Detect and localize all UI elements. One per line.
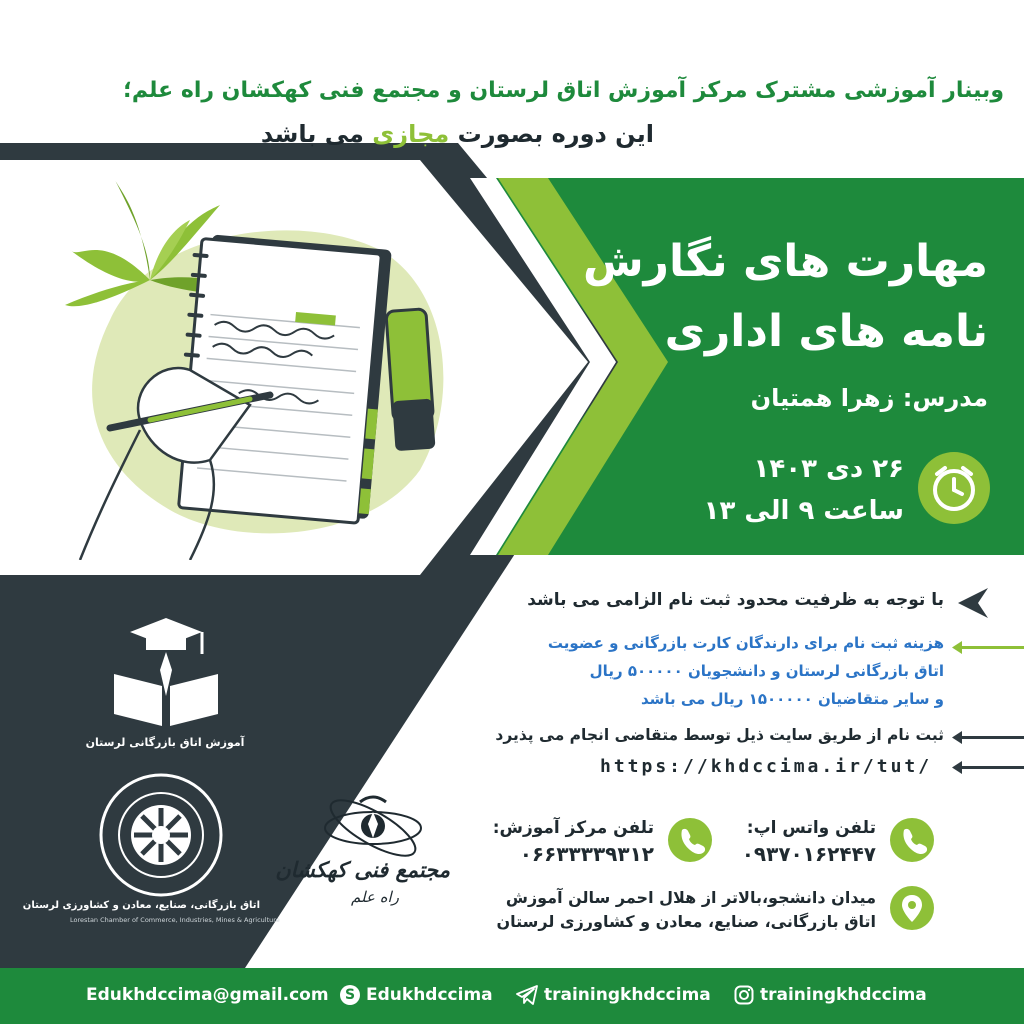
clock-icon	[918, 452, 990, 524]
center-phone-icon	[668, 818, 712, 862]
whatsapp-number: ۰۹۳۷۰۱۶۲۴۴۷	[741, 842, 876, 866]
course-title-line2: نامه های اداری	[664, 306, 988, 357]
chamber-seal-icon	[96, 770, 226, 900]
course-date: ۲۶ دی ۱۴۰۳	[753, 454, 904, 484]
footer-telegram-text: trainingkhdccima	[544, 985, 711, 1005]
instructor-name: مدرس: زهرا همتیان	[750, 384, 988, 412]
skype-icon: S	[340, 985, 360, 1005]
footer-telegram[interactable]	[516, 981, 711, 1009]
url-line-marker	[962, 766, 1024, 769]
center-phone-number: ۰۶۶۳۳۳۳۹۳۱۲	[519, 842, 654, 866]
course-time: ساعت ۹ الی ۱۳	[703, 496, 904, 526]
header-prefix: این دوره بصورت	[457, 120, 654, 148]
kahkeshan-tagline: راه علم	[351, 888, 399, 906]
kahkeshan-logo-icon	[318, 790, 428, 860]
telegram-icon	[516, 985, 538, 1005]
instagram-icon	[734, 985, 754, 1005]
header-suffix: می باشد	[260, 120, 364, 148]
education-logo-caption: آموزش اتاق بازرگانی لرستان	[85, 736, 245, 749]
chamber-caption-en: Lorestan Chamber of Commerce, Industries, Mines & Agriculture	[70, 916, 280, 924]
capacity-note: با توجه به ظرفیت محدود ثبت نام الزامی می باشد	[527, 590, 944, 610]
fee-line2: اتاق بازرگانی لرستان و دانشجویان ۵۰۰۰۰۰ ریال	[589, 662, 944, 680]
capacity-arrow	[958, 588, 988, 618]
header-line2	[14, 120, 654, 148]
fee-line3: و سایر متقاضیان ۱۵۰۰۰۰۰ ریال می باشد	[640, 690, 944, 708]
education-logo-icon	[106, 612, 226, 732]
footer-email-text: Edukhdccima@gmail.com	[86, 985, 329, 1005]
footer-email[interactable]	[86, 981, 329, 1009]
footer-skype-text: Edukhdccima	[366, 985, 493, 1005]
center-phone-label: تلفن مرکز آموزش:	[492, 818, 654, 838]
footer-instagram[interactable]	[734, 981, 927, 1009]
notebook-illustration	[40, 170, 460, 560]
register-note: ثبت نام از طریق سایت ذیل توسط متقاضی انجام می پذیرد	[495, 726, 944, 744]
address-line2: اتاق بازرگانی، صنایع، معادن و کشاورزی لرستان	[496, 912, 876, 931]
whatsapp-phone-icon	[890, 818, 934, 862]
chamber-caption: اتاق بازرگانی، صنایع، معادن و کشاورزی لرستان	[22, 900, 260, 911]
kahkeshan-name: مجتمع فنی کهکشان	[275, 858, 450, 882]
footer-instagram-text: trainingkhdccima	[760, 985, 927, 1005]
footer-skype[interactable]	[340, 981, 493, 1009]
course-title-line1: مهارت های نگارش	[582, 236, 988, 287]
header-line1: وبینار آموزشی مشترک مرکز آموزش اتاق لرستان و مجتمع فنی کهکشان راه علم؛	[123, 78, 1004, 103]
location-icon	[890, 886, 934, 930]
register-line-marker	[962, 736, 1024, 739]
whatsapp-label: تلفن واتس اپ:	[746, 818, 876, 838]
address-line1: میدان دانشجو،بالاتر از هلال احمر سالن آموزش	[505, 888, 876, 907]
register-url[interactable]: https://khdccima.ir/tut/	[600, 756, 933, 777]
header-highlight: مجازی	[372, 120, 450, 148]
fee-line1: هزینه ثبت نام برای دارندگان کارت بازرگانی و عضویت	[547, 634, 944, 652]
fee-line-marker	[962, 646, 1024, 649]
